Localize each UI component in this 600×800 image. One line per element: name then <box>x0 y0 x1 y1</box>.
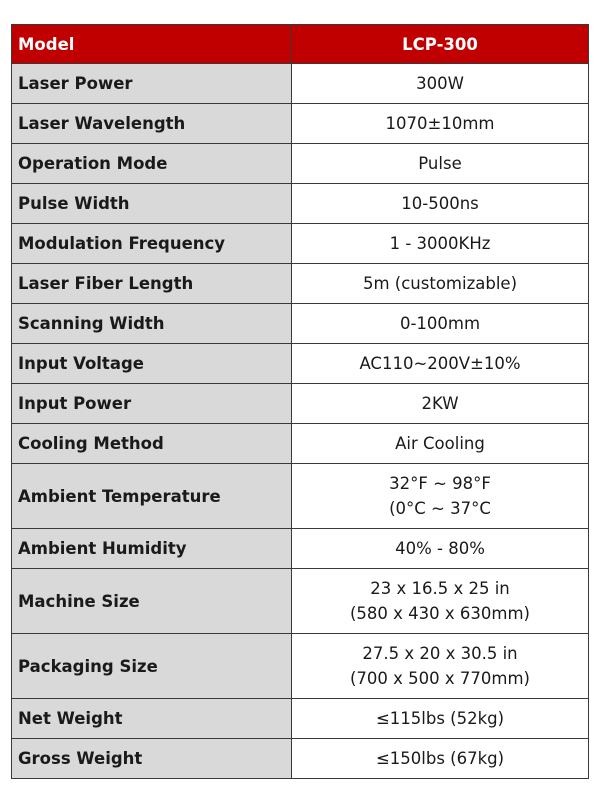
spec-value-line: (580 x 430 x 630mm) <box>349 604 530 623</box>
spec-label-cell: Modulation Frequency <box>12 224 292 264</box>
spec-value-cell <box>292 424 589 464</box>
spec-table <box>11 24 589 779</box>
spec-value-line: 32°F ~ 98°F <box>389 474 491 493</box>
table-row <box>12 224 589 264</box>
header-label-cell: Model <box>12 25 292 64</box>
spec-value-line: 2KW <box>421 394 459 413</box>
table-header-row <box>12 25 589 64</box>
spec-label-cell: Net Weight <box>12 699 292 739</box>
spec-label-cell: Operation Mode <box>12 144 292 184</box>
spec-value-line: ≤115lbs (52kg) <box>375 709 505 728</box>
spec-value-line: 27.5 x 20 x 30.5 in <box>362 644 518 663</box>
table-row <box>12 184 589 224</box>
spec-value-cell <box>292 224 589 264</box>
spec-value-cell <box>292 464 589 529</box>
spec-label-cell: Scanning Width <box>12 304 292 344</box>
spec-value-cell <box>292 569 589 634</box>
spec-sheet <box>11 24 588 779</box>
table-row <box>12 739 589 779</box>
spec-value-cell <box>292 699 589 739</box>
spec-value-line: 300W <box>416 74 464 93</box>
spec-value-line: 5m (customizable) <box>362 274 518 293</box>
table-row <box>12 569 589 634</box>
spec-value-cell <box>292 184 589 224</box>
table-row <box>12 104 589 144</box>
spec-label-cell: Input Power <box>12 384 292 424</box>
spec-label-cell: Laser Fiber Length <box>12 264 292 304</box>
spec-value-line: 1 - 3000KHz <box>389 234 491 253</box>
table-row <box>12 699 589 739</box>
table-row <box>12 384 589 424</box>
spec-value-cell <box>292 304 589 344</box>
spec-value-cell <box>292 264 589 304</box>
spec-value-line: 23 x 16.5 x 25 in <box>370 579 510 598</box>
spec-value-cell <box>292 144 589 184</box>
spec-label-cell: Packaging Size <box>12 634 292 699</box>
spec-label-cell: Machine Size <box>12 569 292 634</box>
spec-value-cell <box>292 739 589 779</box>
spec-value-line: AC110~200V±10% <box>359 354 521 373</box>
spec-label-cell: Laser Power <box>12 64 292 104</box>
spec-label-cell: Ambient Temperature <box>12 464 292 529</box>
table-row <box>12 144 589 184</box>
spec-label-cell: Pulse Width <box>12 184 292 224</box>
spec-value-line: Pulse <box>418 154 462 173</box>
table-row <box>12 634 589 699</box>
header-model-cell: LCP-300 <box>292 25 589 64</box>
table-row <box>12 424 589 464</box>
spec-value-cell <box>292 529 589 569</box>
spec-value-line: (700 x 500 x 770mm) <box>349 669 530 688</box>
spec-value-cell <box>292 64 589 104</box>
spec-label-cell: Ambient Humidity <box>12 529 292 569</box>
spec-value-cell <box>292 104 589 144</box>
spec-value-line: 40% - 80% <box>395 539 485 558</box>
spec-value-line: Air Cooling <box>395 434 485 453</box>
table-row <box>12 304 589 344</box>
table-row <box>12 464 589 529</box>
table-row <box>12 344 589 384</box>
table-row <box>12 64 589 104</box>
spec-table-body <box>12 25 589 779</box>
spec-value-line: 1070±10mm <box>385 114 495 133</box>
spec-value-line: ≤150lbs (67kg) <box>375 749 505 768</box>
spec-value-cell <box>292 344 589 384</box>
table-row <box>12 529 589 569</box>
spec-value-line: 10-500ns <box>401 194 479 213</box>
spec-value-cell <box>292 384 589 424</box>
spec-label-cell: Gross Weight <box>12 739 292 779</box>
spec-label-cell: Input Voltage <box>12 344 292 384</box>
table-row <box>12 264 589 304</box>
spec-value-line: 0-100mm <box>399 314 481 333</box>
spec-value-line: (0°C ~ 37°C <box>389 499 491 518</box>
spec-label-cell: Cooling Method <box>12 424 292 464</box>
spec-value-cell <box>292 634 589 699</box>
spec-label-cell: Laser Wavelength <box>12 104 292 144</box>
